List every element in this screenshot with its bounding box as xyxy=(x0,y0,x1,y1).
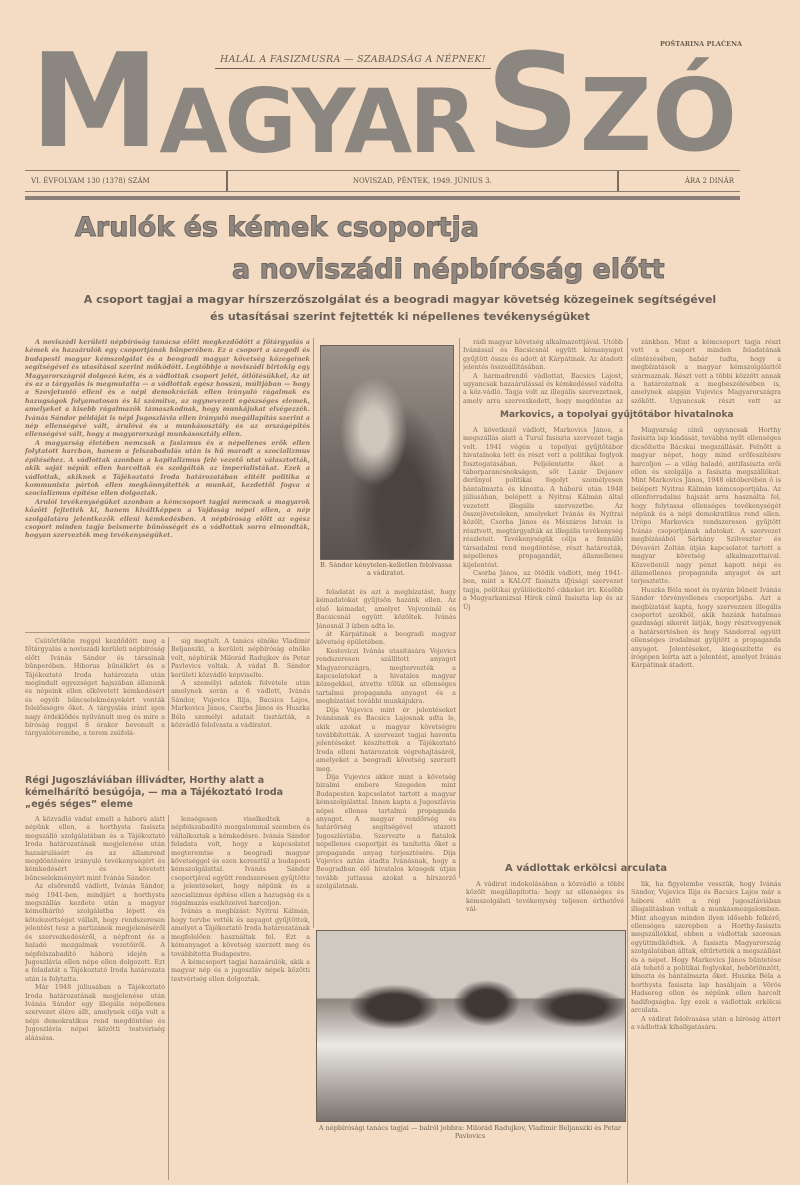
slogan: HALÁL A FASIZMUSRA — SZABADSÁG A NÉPNEK! xyxy=(215,54,491,69)
photo-caption: A népbírósági tanács tagjai — balról jobbra: Milorád Radujkov, Vladimir Beljanszki és Petar Pavlovics xyxy=(318,1124,622,1140)
paragraph: Dija Vujevics akkor mint a követség bizalmi embere Szegeden mint Budapesten kapcsolatot tartott a magyar kémszolgálattal. Innen kapta a Jugoszlávia népei ellenes tartalmú propaganda anyagot. A magyar rendőrség és határőrség segítségével utazott Jugoszláviába. Szervezte a fiatalok népellenes csoportját és tanította őket a propaganda anyag terjesztésére. Dija Vujevics aztán átadta Ivánásnak, hogy a Beogradban élő hivatalos közegek útján tovább juttassa azokat a hírszerző szolgálatnak. xyxy=(316,772,456,891)
column-rule xyxy=(168,815,169,1180)
column-rule xyxy=(459,338,460,878)
paragraph: lenségesen viselkedtek a népfelszabadító mozgalommal szemben és vállalkoztak a kémkedésre. Ivánás Sándor feladata volt, hogy a kapcsolatot megteremtse a beogradi magyar követséggel és ezen keresztül a budapesti kémszolgálattal. Ivánás Sándor csoportjával együtt rendszeresen gyűjtötte a jelentéseket, hogy népünk és a szocializmus építése ellen a hazugság és a rágalmazás eszközeivel harcoljon. xyxy=(171,815,310,908)
dateline: NOVISZAD, PÉNTEK, 1949. JÚNIUS 3. xyxy=(226,171,619,191)
paragraph: A magyarság életében nemcsak a fasizmus és a népellenes erők ellen folytatott harcban, hanem a felszabadulás után is hű maradt a szocializmus építéséhez. A vádlottak azonban a kapitalizmus felé vezető utat választották, akik saját népük ellen harcoltak és szolgálták az imperialistákat. Ezek a vádlottak, akiknek a Tájékoztató Iroda határozatában elítélt politika a kommunista pártok ellen megkönnyítették a munkát, kezdettől fogva a szocializmus építése ellen dolgoztak. xyxy=(25,438,310,498)
logo-word-zo: ZÓ xyxy=(579,57,738,174)
article-column xyxy=(25,637,165,771)
logo-letter-m: M xyxy=(30,25,160,177)
subheadline-line-1: A csoport tagjai a magyar hírszerzőszolgálat és a beogradi magyar követség közegeinek segítségével xyxy=(83,293,717,306)
subhead-markovics: Markovics, a topolyai gyűjtőtábor hivatalnoka xyxy=(500,410,734,420)
paragraph: Csorba János, az ötödik vádlott, még 1941-ben, mint a KALOT fasiszta ifjúsági szervezet tagja, politikai gyűlöletkeltő cikkeket írt. Később a Magyarkanizsai Hírek című fasiszta lap és az Új xyxy=(463,568,623,611)
article-column xyxy=(631,880,781,1180)
issue-info-bar xyxy=(25,170,740,192)
paragraph: Csütörtökön reggel kezdődött meg a főtárgyalás a noviszádi kerületi népbíróság előtt Ivánás Sándor és társainak bűnperében. Hiborus bűnélkört és a Tájékoztató Iroda határozata után megindult egyezséget hajszában állanunk és népeink ellen elkövetett kémkedésért és egyéb bűncselekményekért vonták felelősségre őket. A tárgyalás iránt igen nagy érdeklődés nyilvánult meg és mire a bíróság reggel 8 órakor bevonult a tárgyalóterembe, a terem zsúfolá- xyxy=(25,637,165,738)
article-column xyxy=(171,815,310,1180)
paragraph: Huszka Béla most és nyárán bűneit Ivánás Sándor törvényellenes csoportjába. Azt a megbízatást kapta, hogy szervezzen illegális csoportot azokból, akik hazánk hatalmas gazdasági sikerét látják, hogy résztvegyenek a határsértésben és hogy Sándorral együtt ellenséges irodalmat gyűjtött a propaganda anyagot. Jelentéseket, kiegészítette és írógépen leírta azt a jelentést, amelyet Ivánás Kárpátinak átadott. xyxy=(631,585,781,670)
postage-paid-notice: POŠTARINA PLAĆENA xyxy=(660,40,743,48)
headline-line-1: Arulók és kémek csoportja xyxy=(75,212,479,243)
divider xyxy=(25,632,310,633)
paragraph: Az elsőrendű vádlott, Ivánás Sándor, még 1941-ben, mindjárt a horthysta megszállás kezdete után a magyar kémelhárító szolgálatba lépett és kötelezettséget vállalt, hogy rendszeresen jelentést tesz a partizánok megjelenéséről és szervezkedéséről, a népfront és a haladó mozgalmak vezetőiről. A népfelszabadító háború idején a Jugoszlávia ellen népe ellen dolgozott. Ezt a feladatát a Tájékoztató Iroda határozata után is folytatta. xyxy=(25,882,165,983)
column-rule xyxy=(313,338,314,928)
article-lead xyxy=(25,338,310,630)
paragraph: A harmadrendű vádlottat, Bacsics Lajost, ugyancsak hazaárulással és kémkedéssel vádolta a köz-vádló. Tagja volt az illegális szervezetnek, amely arra szervezkedett, hogy megdöntse az xyxy=(463,371,623,404)
paragraph: Dija Vujevics mint ér jelentéseket Ivánásnak és Bacsics Lajosnak adta le, akik azokat a magyar követségre továbbították. A szervezet tagjai havonta jelentéseket készítettek a Tájékoztató Iroda elleni határozatok végrehajtásáról, amelyeket a beogradi követség szerzett meg. xyxy=(316,705,456,773)
paragraph: A kémcsoport tagjai hazaárulók, akik a magyar nép és a jugoszláv népek közötti testvériség ellen dolgoztak. xyxy=(171,957,310,983)
article-column xyxy=(466,880,624,922)
paragraph: Ivánás a megbízást: Nyitrai Kálmán, hogy tervbe vették és anyagot gyűjtöttek, amelyet a Tájékoztató Iroda határozatának megfelelően használtak fel. Ezt a kémanyagot a követség szerzett meg és továbbította Budapestre. xyxy=(171,907,310,958)
subhead-moral-profile: A vádlottak erkölcsi arculata xyxy=(505,863,667,874)
volume-number: VI. ÉVFOLYAM 130 (1378) SZÁM xyxy=(31,177,150,185)
article-column xyxy=(463,426,623,846)
paragraph: sig megtelt. A tanács elnöke Vladimir Beljanszki, a kerületi népbíróság elnöke volt, népbírák Milorád Radujkov és Petar Pavlovics voltak. A vádat B. Sándor kerületi közvádló képviselte. xyxy=(171,637,310,679)
logo-word-agyar: AGYAR xyxy=(159,70,474,173)
column-rule xyxy=(168,637,169,771)
column-rule xyxy=(627,338,628,1183)
subheadline-line-2: és utasításai szerint fejtették ki népellenes tevékenységüket xyxy=(210,310,590,323)
paragraph: A vádirat indokolásában a közvádló a többi közölt megállapította: hogy az ellenséges és kémszolgálati tevékenység teljesen érthetővé vál- xyxy=(466,880,624,914)
article-column xyxy=(171,637,310,771)
paragraph: Arulói tevékenységüket azonban a kémcsoport tagjai nemcsak a magyarok között fejtették ki, hanem kiváltképpen a Vajdaság népei ellen, a nép szolgálatára jelentkezők elleni kémkedésben. A népbíróság előtt az egész csoport minden tagja beismerte bűnösségét és a vádlottak sorra elmondták, hogyan szervezték meg tevékenységüket. xyxy=(25,497,310,540)
article-column xyxy=(25,815,165,1180)
subhead-old-yugoslavia: Régi Jugoszláviában illivádter, Horthy alatt a kémelhárító besúgója, — ma a Tájékoztató Iroda „egés séges” eleme xyxy=(25,775,284,810)
masthead-rule xyxy=(25,196,740,200)
article-column xyxy=(316,588,456,925)
paragraph: A közvádló vádat emelt a háború alatt népünk ellen, a horthysta fasiszta megszálló szolgálatában és a Tájékoztató Iroda határozatának megjelenése után hazaárulásért és az államrend megdöntésére irányuló tevékenységért és kémkedésért és követett bűncselekményért mint Ivánás Sándor. xyxy=(25,815,165,882)
paragraph: át Kárpátinak a beogradi magyar követség épületében. xyxy=(316,630,456,647)
paragraph: A noviszádi kerületi népbíróság tanácsa előtt megkezdődött a főtárgyalás a kémek és hazaárulók egy csoportjának bűnperében. Ez a csoport a szegedi és budapesti magyar kémszolgálat és a beogradi magyar követség közegeinek segítségével és utasításai szerint működött. Legtöbbje a noviszádi birtokig egy Magyarországról dolgozó kém, és a vádlottak csoport jelét, ötlötésükkel, Az út és az a tárgyalás is megmutatta — a vádlottak egész hosszú, múltjában — hogy a Szovjetunió elleni és a népi demokráciák ellen irányuló rágalmak és hazugságok folyamatosan és ki számítva, az ugynevezett egészséges elemek, amelyeket a kisebb rágalmazók támaszkodnak, hogy munkájukat elvégezzék. Ivánás Sándor példáját is népi Jugoszlávia ellen irányuló megállapítás szerint a nép ellenségévé vált, árulóvá és a munkásosztály és az országépítés ellenségévé vált, hogy a magyarországi munkásosztály ellen. xyxy=(25,338,310,439)
price: ÁRA 2 DINÁR xyxy=(684,177,734,185)
paragraph: lik, ha figyelembe vesszük, hogy Ivánás Sándor, Vujevics Ilija és Bacsics Lajos már a háború előtt a régi Jugoszláviában illegalitásban voltak a munkásmozgalomban. Mint ahogyan minden ilyen idősebb felkérő, ellenséges szerepben a Horthy-fasiszta megszállókkal, ebben a vádlottak szorosan együttműködtek. A fasiszta Magyarország szolgálatában álltak, eltűrtették a megszállást és a népet. Hogy Markovics János bűntetése alá tehető a politikai foglyokat, bebörtönzött, kínozta és bántalmazta őket. Huszka Béla a horthysta fasiszta lap hasábjain a Vörös Hadsereg ellen és népünk ellen harcolt hadifogságba. Így ezek a vádlottak erkölcsi arculata. xyxy=(631,880,781,1015)
paragraph: A következő vádlott, Markovics János, a megszállás alatt a Turul fasiszta szervezet tagja volt. 1941 végén a topolyai gyűjtőtábor hivatalnoka lett és részt vett a politikai foglyok fosztogatásában. Feljelentette őket a táborparancsnokságon, sőt Lázár Dejanov derűnyol politikai fogolyt személyesen bántalmazta és kínozta. A háború után 1948 júliusában, belépett a Nyitrai Kálmán által vezetett illegális szervezetbe. Az összejöveteleken, amelyeket Ivánás és Nyitrai közölt, Csorba János és Mészáros István is résztvett, megtárgyalták az illegális tevékenység részleteit. Tevékenységük célja a fennálló társadalmi rend megdöntése, részt határozták, népellenes propagandát, államellenes kijelentést. xyxy=(463,426,623,569)
paragraph: rádi magyar követség alkalmazottjával. Utóbb Ivánással és Bacsicsnál együtt kémanyagot gyűjtött össze és adott át Kárpátinak. Az átadott jelentés összeállításában. xyxy=(463,338,623,372)
photo-court-panel xyxy=(316,930,626,1122)
paragraph: feladatát és azt a megbízatást, hogy kémadatokat gyűjtsön hazánk ellen. Az első kémadat, amelyet Vojvoninál és Bacsicsnál együtt közöltek. Ivánás Jánosnál 3 ízben adta le. xyxy=(316,588,456,630)
photo-caption: B. Sándor kénytelen-kelletlen felolvassa a vádiratot. xyxy=(319,561,453,577)
article-column xyxy=(463,338,623,404)
headline-line-2: a noviszádi népbíróság előtt xyxy=(232,254,665,285)
logo-letter-s: S xyxy=(485,25,580,177)
paragraph: A személyi adatok felvétele után amelynek során a 6 vádlott, Ivánás Sándor, Vujevics Ilija, Bacsics Lajos, Markovics János, Csorba János és Huszka Béla személyi adatait tisztázták, a közvádló felolvasta a vádiratot. xyxy=(171,679,310,730)
paragraph: zánkban. Mint a kémcsoport tagja részt vett a csoport minden feladatának elintézésében, habár tudta, hogy a megbízatások a magyar kémszolgálattól származnak. Részt vett a többi közzött annak a határozatnak a megbeszélésében is, amelynek alapján Vujevics Magyarországra szökött. Ugyancsak részt vett az xyxy=(631,338,781,404)
article-column xyxy=(631,338,781,404)
paragraph: Magyarság című ugyancsak Horthy fasiszta lap kiadását, továbbá nyílt ellenséges dicsőítette Bácskai megszállását. Felnőtt a magyar népet, hogy mind erőfeszítésre harcoljon — a világ haladó, antifasiszta erői ellen és szolgálja a fasiszta megszállókat. Mint Markovics János, 1948 októberében ő is belépett Nyitrai Kálmán kémcsoportjába. Az ellenforradalmi hajszát arra használta fel, hogy folytassa ellenséges tevékenységét népünk és a népi demokratikus rend ellen. Urópo Markovics rendszeresen gyűjtött Ivánás csoportjának adatokat. A szervezet megbízásából Sárkány Szilveszter és Dévavári Zoltán útján kapcsolatot tartott a magyar követség alkalmazottaival. Közvetlenül nagy pénzt kapott népi és államellenes propaganda anyagot és azt terjesztette. xyxy=(631,426,781,586)
paragraph: Már 1948 júliusában a Tájékoztató Iroda határozatának megjelenése után Ivánás Sándor egy illegális népellenes szervezet élére állt, amelynek célja volt a népi demokratikus rend megdöntése és Jugoszlávia népei közötti testvériség aláásása. xyxy=(25,983,165,1042)
article-column xyxy=(631,426,781,856)
paragraph: A vádirat felolvasása után a bíróság áttért a vádlottak kihallgatására. xyxy=(631,1014,781,1031)
paragraph: Kesteviczi Ivánás utasítására Vojevics rendszeresen szállított anyagot Magyarországra, megtervezték a kapcsolatokat a hivatalos magyar közegekkel, átvette tőlük az ellenséges tartalmú propaganda anyagot és a megbízatást további munkájukra. xyxy=(316,646,456,706)
photo-prosecutor xyxy=(320,345,454,560)
